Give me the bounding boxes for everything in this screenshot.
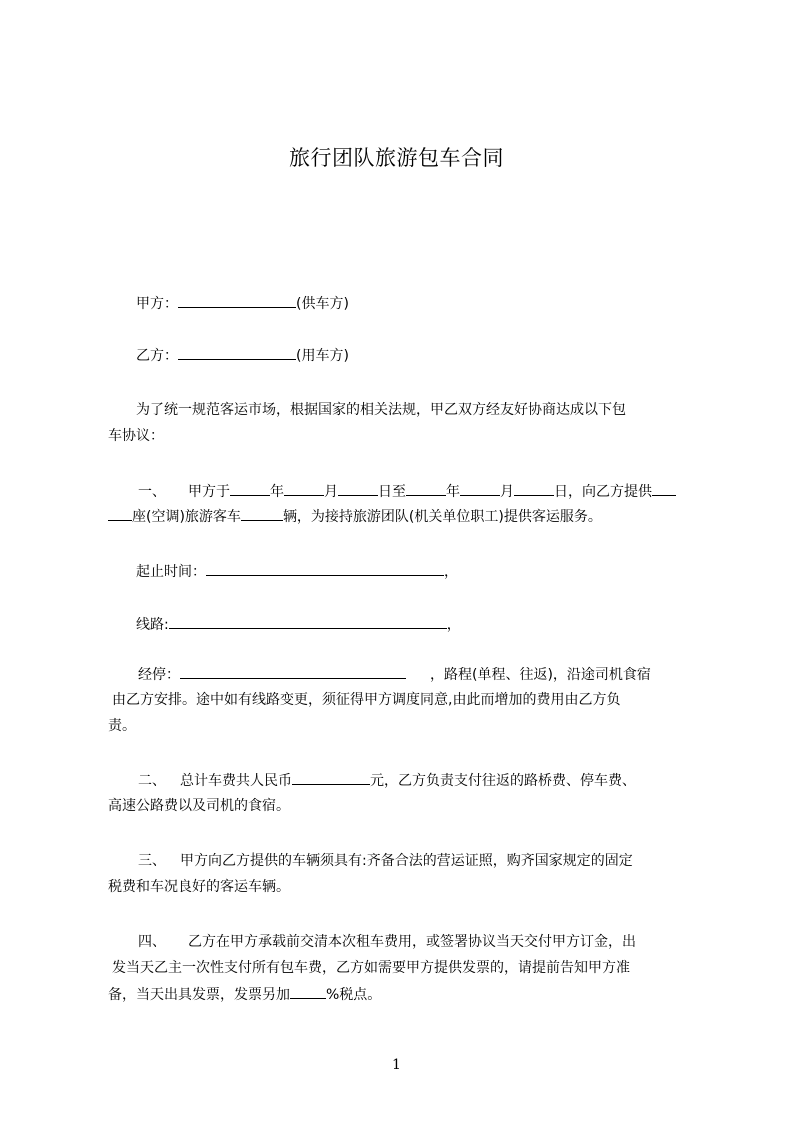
fee-blank bbox=[292, 770, 370, 785]
clause-1-line-2: 座(空调)旅游客车 辆，为接持旅游团队(机关单位职工)提供客运服务。 bbox=[108, 506, 708, 527]
page-number: 1 bbox=[392, 1057, 401, 1073]
party-b-role: (用车方) bbox=[296, 348, 349, 364]
clause-3-line-2: 税费和车况良好的客运车辆。 bbox=[108, 879, 290, 895]
clause-4-line-1: 四、 乙方在甲方承载前交清本次租车费用，或签署协议当天交付甲方订金，出 bbox=[138, 934, 636, 950]
party-b-line bbox=[136, 345, 736, 366]
start-end-label: 起止时间： bbox=[136, 564, 206, 580]
start-end-line: 起止时间： ， bbox=[136, 561, 736, 582]
party-b-label: 乙方： bbox=[136, 348, 178, 364]
stops-label: 经停： bbox=[138, 667, 180, 683]
party-a-line bbox=[136, 293, 736, 314]
clause-1-line-1: 一、 甲方于 年 月 日至 年 月 日，向乙方提供 bbox=[138, 481, 738, 502]
party-a-role: (供车方) bbox=[296, 296, 349, 312]
clause-2-line-2: 高速公路费以及司机的食宿。 bbox=[108, 798, 290, 814]
tax-blank bbox=[290, 984, 326, 999]
clause-1-text-a: 甲方于 bbox=[188, 484, 230, 500]
clause-4-number: 四、 bbox=[138, 934, 166, 950]
route-blank bbox=[169, 614, 447, 629]
stops-line-3: 责。 bbox=[108, 718, 136, 734]
party-b-blank bbox=[178, 345, 296, 360]
clause-1-number: 一、 bbox=[138, 484, 166, 500]
clause-3-number: 三、 bbox=[138, 853, 166, 869]
page-title: 旅行团队旅游包车合同 bbox=[289, 146, 504, 170]
clause-4-line-2: 发当天乙主一次性支付所有包车费，乙方如需要甲方提供发票的，请提前告知甲方准 bbox=[112, 960, 630, 976]
party-a-label: 甲方： bbox=[136, 296, 178, 312]
intro-line-1: 为了统一规范客运市场，根据国家的相关法规，甲乙双方经友好协商达成以下包 bbox=[136, 402, 626, 418]
stops-blank bbox=[180, 664, 406, 679]
route-label: 线路: bbox=[136, 617, 169, 633]
party-a-blank bbox=[178, 293, 296, 308]
clause-2-line-1: 二、 总计车费共人民币 元，乙方负责支付往返的路桥费、停车费、 bbox=[138, 770, 738, 791]
stops-line-2: 由乙方安排。途中如有线路变更，须征得甲方调度同意,由此而增加的费用由乙方负 bbox=[112, 692, 621, 708]
clause-3-line-1: 三、 甲方向乙方提供的车辆须具有:齐备合法的营运证照，购齐国家规定的固定 bbox=[138, 853, 633, 869]
stops-line-1: 经停： ，路程(单程、往返)，沿途司机食宿 bbox=[138, 664, 738, 685]
route-line: 线路: ， bbox=[136, 614, 736, 635]
start-end-blank bbox=[206, 561, 444, 576]
intro-line-2: 车协议： bbox=[108, 428, 164, 444]
clause-2-number: 二、 bbox=[138, 773, 166, 789]
clause-4-line-3: 备，当天出具发票，发票另加 %税点。 bbox=[108, 984, 708, 1005]
